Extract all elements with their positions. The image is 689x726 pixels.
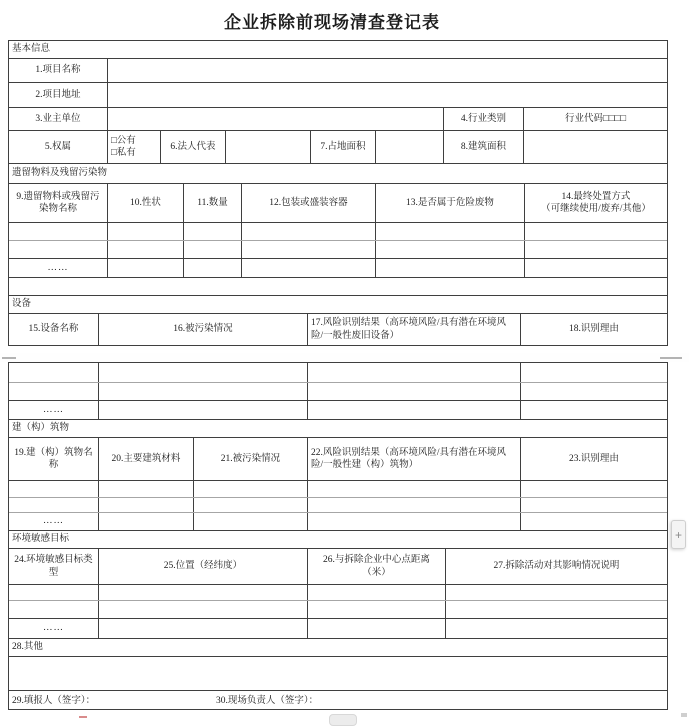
table-row bbox=[9, 59, 667, 83]
empty-cell[interactable] bbox=[242, 259, 376, 277]
table-row bbox=[9, 131, 667, 164]
table-row bbox=[9, 513, 667, 531]
page-edge-mark-left bbox=[2, 357, 16, 359]
empty-cell[interactable] bbox=[521, 363, 667, 382]
table-row bbox=[9, 41, 667, 59]
legal-representative-input[interactable] bbox=[226, 131, 311, 163]
next-page-widget[interactable] bbox=[329, 714, 357, 726]
table-row bbox=[9, 108, 667, 131]
col-header-disposal-line1: 14.最终处置方式 bbox=[561, 191, 631, 202]
empty-merged-cell[interactable] bbox=[9, 278, 667, 295]
empty-cell[interactable] bbox=[376, 241, 525, 258]
site-manager-signature-label: 30.现场负责人（签字）： bbox=[216, 695, 319, 706]
bottom-strip bbox=[0, 710, 689, 720]
table-row bbox=[9, 601, 667, 619]
section-buildings-label: 建（构）筑物 bbox=[12, 423, 70, 434]
project-name-input[interactable] bbox=[108, 59, 667, 82]
ownership-label: 5.权属 bbox=[9, 131, 108, 163]
empty-cell[interactable] bbox=[99, 481, 194, 497]
empty-cell[interactable] bbox=[99, 513, 194, 530]
col-header-equipment-reason: 18.识别理由 bbox=[569, 324, 619, 335]
empty-cell[interactable] bbox=[521, 481, 667, 497]
empty-cell[interactable] bbox=[99, 363, 308, 382]
empty-cell[interactable] bbox=[446, 619, 667, 638]
empty-cell[interactable] bbox=[9, 601, 99, 618]
empty-cell[interactable] bbox=[308, 363, 521, 382]
empty-cell[interactable] bbox=[308, 481, 521, 497]
section-equipment-label: 设备 bbox=[12, 299, 32, 310]
industry-code-field[interactable]: 行业代码□□□□ bbox=[565, 113, 626, 124]
project-address-input[interactable] bbox=[108, 83, 667, 107]
ownership-checkbox-public[interactable]: □公有 bbox=[111, 135, 136, 146]
col-header-disposal bbox=[525, 184, 667, 222]
table-row bbox=[9, 383, 667, 401]
table-row bbox=[9, 363, 667, 383]
table-row bbox=[9, 259, 667, 278]
registration-table-page2 bbox=[8, 362, 668, 710]
page-edge-mark-right bbox=[660, 357, 682, 359]
page-corner-mark bbox=[681, 713, 687, 717]
col-header-material-name: 9.遗留物料或残留污染物名称 bbox=[9, 184, 108, 222]
empty-cell[interactable] bbox=[194, 481, 308, 497]
owner-unit-label: 3.业主单位 bbox=[9, 108, 108, 130]
col-header-building-material: 20.主要建筑材料 bbox=[99, 438, 194, 480]
empty-cell[interactable] bbox=[9, 383, 99, 400]
table-header-row bbox=[9, 438, 667, 481]
spellcheck-mark bbox=[79, 716, 87, 718]
empty-cell[interactable] bbox=[521, 401, 667, 419]
empty-cell[interactable] bbox=[521, 383, 667, 400]
empty-cell[interactable] bbox=[99, 401, 308, 419]
ellipsis-cell: …… bbox=[9, 259, 108, 277]
page-title: 企业拆除前现场清查登记表 bbox=[224, 13, 440, 32]
col-header-env-distance: 26.与拆除企业中心点距离（米） bbox=[308, 549, 446, 584]
ownership-checkbox-private[interactable]: □私有 bbox=[111, 148, 136, 158]
empty-cell[interactable] bbox=[194, 513, 308, 530]
col-header-building-reason: 23.识别理由 bbox=[569, 453, 619, 464]
col-header-quantity: 11.数量 bbox=[184, 184, 242, 222]
empty-cell[interactable] bbox=[446, 601, 667, 618]
table-row bbox=[9, 278, 667, 296]
empty-cell[interactable] bbox=[308, 601, 446, 618]
col-header-disposal-line2: （可继续使用/废弃/其他） bbox=[541, 204, 651, 214]
empty-cell[interactable] bbox=[9, 223, 108, 240]
table-row bbox=[9, 531, 667, 549]
ellipsis-cell: …… bbox=[9, 619, 99, 638]
table-header-row bbox=[9, 184, 667, 223]
col-header-equipment-pollution: 16.被污染情况 bbox=[99, 314, 308, 345]
col-header-equipment-risk: 17.风险识别结果（高环境风险/具有潜在环境风险/一般性废旧设备） bbox=[308, 314, 521, 345]
empty-cell[interactable] bbox=[99, 498, 194, 512]
ellipsis-cell: …… bbox=[9, 513, 99, 530]
empty-cell[interactable] bbox=[9, 241, 108, 258]
empty-cell[interactable] bbox=[308, 619, 446, 638]
empty-cell[interactable] bbox=[376, 259, 525, 277]
table-row bbox=[9, 401, 667, 420]
empty-cell[interactable] bbox=[521, 513, 667, 530]
empty-cell[interactable] bbox=[99, 601, 308, 618]
empty-cell[interactable] bbox=[184, 223, 242, 240]
empty-cell[interactable] bbox=[521, 498, 667, 512]
building-area-input[interactable] bbox=[524, 131, 667, 163]
empty-cell[interactable] bbox=[184, 241, 242, 258]
owner-unit-input[interactable] bbox=[108, 108, 444, 130]
empty-cell[interactable] bbox=[108, 241, 184, 258]
empty-cell[interactable] bbox=[308, 498, 521, 512]
ownership-checkboxes[interactable] bbox=[108, 131, 161, 163]
page-1 bbox=[0, 0, 689, 353]
empty-cell[interactable] bbox=[99, 585, 308, 600]
col-header-equipment-name: 15.设备名称 bbox=[9, 314, 99, 345]
empty-cell[interactable] bbox=[108, 259, 184, 277]
section-environment-label: 环境敏感目标 bbox=[12, 534, 70, 545]
empty-cell[interactable] bbox=[242, 241, 376, 258]
empty-cell[interactable] bbox=[9, 585, 99, 600]
empty-cell[interactable] bbox=[242, 223, 376, 240]
col-header-building-name: 19.建（构）筑物名称 bbox=[9, 438, 99, 480]
land-area-input[interactable] bbox=[376, 131, 444, 163]
empty-cell[interactable] bbox=[525, 223, 667, 240]
project-name-label: 1.项目名称 bbox=[9, 59, 108, 82]
table-row bbox=[9, 223, 667, 241]
col-header-env-type: 24.环境敏感目标类型 bbox=[9, 549, 99, 584]
empty-cell[interactable] bbox=[446, 585, 667, 600]
empty-cell[interactable] bbox=[9, 363, 99, 382]
table-row bbox=[9, 657, 667, 691]
table-row bbox=[9, 481, 667, 498]
empty-cell[interactable] bbox=[194, 498, 308, 512]
empty-cell[interactable] bbox=[525, 259, 667, 277]
col-header-hazardous: 13.是否属于危险废物 bbox=[376, 184, 525, 222]
table-row bbox=[9, 83, 667, 108]
col-header-properties: 10.性状 bbox=[108, 184, 184, 222]
empty-cell[interactable] bbox=[525, 241, 667, 258]
industry-category-label: 4.行业类别 bbox=[444, 108, 524, 130]
signature-cell[interactable] bbox=[9, 691, 667, 711]
table-header-row bbox=[9, 314, 667, 345]
col-header-building-risk: 22.风险识别结果（高环境风险/具有潜在环境风险/一般性建（构）筑物） bbox=[308, 438, 521, 480]
col-header-env-impact: 27.拆除活动对其影响情况说明 bbox=[493, 561, 620, 572]
empty-cell[interactable] bbox=[9, 498, 99, 512]
empty-cell[interactable] bbox=[308, 401, 521, 419]
other-input[interactable] bbox=[9, 657, 667, 690]
reporter-signature-label: 29.填报人（签字）： bbox=[12, 695, 96, 706]
table-row bbox=[9, 619, 667, 639]
table-row bbox=[9, 420, 667, 438]
legal-representative-label: 6.法人代表 bbox=[161, 131, 226, 163]
empty-cell[interactable] bbox=[99, 619, 308, 638]
table-row bbox=[9, 585, 667, 601]
empty-cell[interactable] bbox=[308, 513, 521, 530]
table-header-row bbox=[9, 549, 667, 585]
empty-cell[interactable] bbox=[9, 481, 99, 497]
table-row bbox=[9, 498, 667, 513]
empty-cell[interactable] bbox=[308, 585, 446, 600]
col-header-building-pollution: 21.被污染情况 bbox=[194, 438, 308, 480]
table-row bbox=[9, 164, 667, 184]
table-row bbox=[9, 241, 667, 259]
empty-cell[interactable] bbox=[108, 223, 184, 240]
empty-cell[interactable] bbox=[376, 223, 525, 240]
empty-cell[interactable] bbox=[184, 259, 242, 277]
registration-table-page1 bbox=[8, 40, 668, 346]
col-header-container: 12.包装或盛装容器 bbox=[242, 184, 376, 222]
expand-plus-button[interactable]: + bbox=[671, 520, 686, 549]
page-break bbox=[0, 353, 689, 362]
empty-cell[interactable] bbox=[308, 383, 521, 400]
land-area-label: 7.占地面积 bbox=[311, 131, 376, 163]
project-address-label: 2.项目地址 bbox=[9, 83, 108, 107]
building-area-label: 8.建筑面积 bbox=[444, 131, 524, 163]
table-row bbox=[9, 296, 667, 314]
table-row bbox=[9, 639, 667, 657]
section-basic-label: 基本信息 bbox=[12, 44, 51, 55]
empty-cell[interactable] bbox=[99, 383, 308, 400]
col-header-env-location: 25.位置（经纬度） bbox=[99, 549, 308, 584]
section-other-label: 28.其他 bbox=[12, 642, 43, 653]
page-2 bbox=[0, 362, 689, 710]
section-legacy-materials-label: 遗留物料及残留污染物 bbox=[12, 168, 108, 179]
table-row bbox=[9, 691, 667, 711]
ellipsis-cell: …… bbox=[9, 401, 99, 419]
